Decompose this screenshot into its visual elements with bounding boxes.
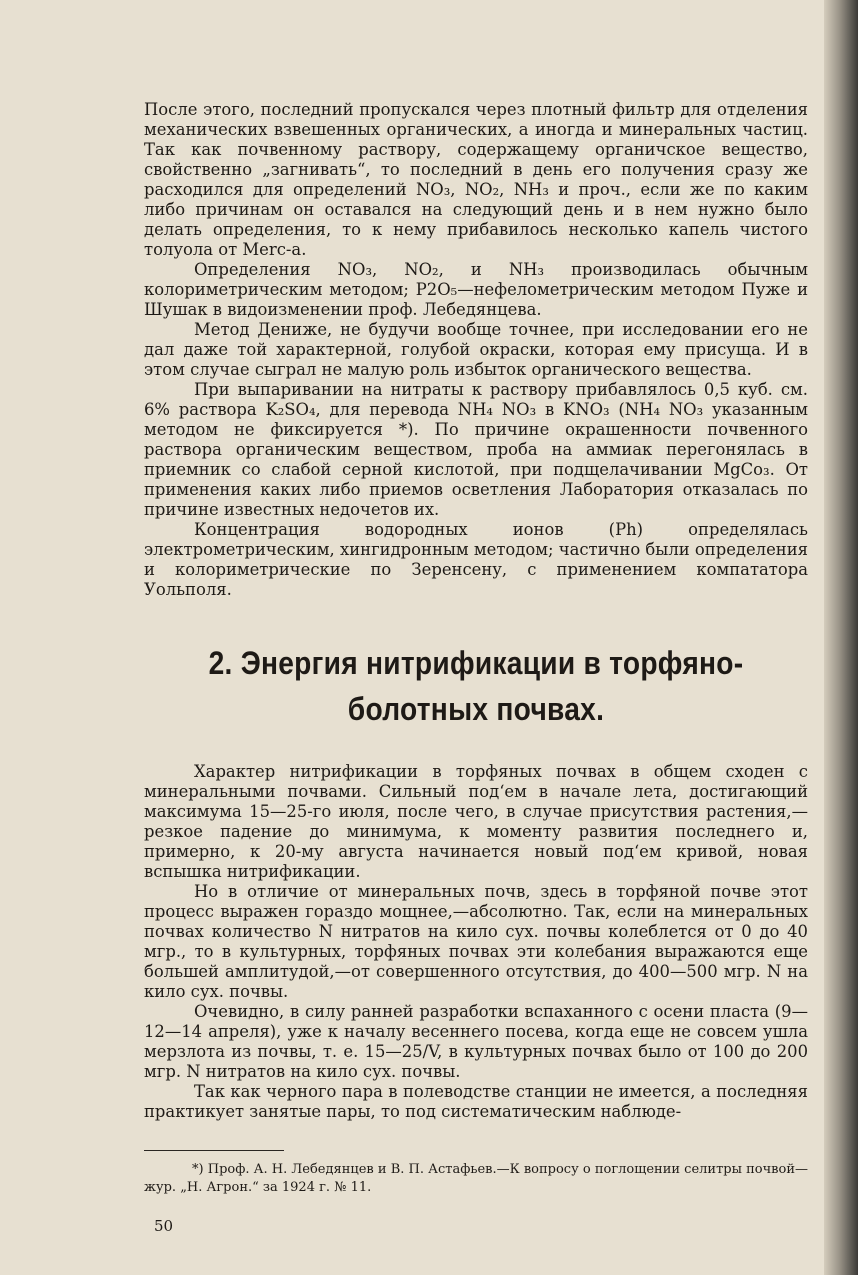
paragraph: Так как черного пара в полеводстве станции не имеется, а последняя практикует занятые пары, то под систематическим наблюде- — [144, 1082, 808, 1121]
section-heading-line-2: болотных почвах. — [347, 691, 605, 727]
section-heading-line-1: 2. Энергия нитрификации в торфяно- — [208, 645, 744, 681]
paragraph: Определения NO₃, NO₂, и NH₃ производилась обычным колориметрическим методом; P2O₅—нефелометрическим методом Пуже и Шушак в видоизменении проф. Лебедянцева. — [144, 260, 808, 319]
section-heading — [184, 640, 768, 732]
section-body — [144, 762, 808, 1122]
footnote-divider — [144, 1150, 284, 1151]
book-page — [144, 100, 808, 1235]
paragraph: Характер нитрификации в торфяных почвах в общем сходен с минеральными почвами. Сильный под‘ем в начале лета, достигающий максимума 15—25-го июля, после чего, в случае присутствия растения,—резкое падение до минимума, к моменту развития последнего и, примерно, к 20-му августа начинается новый под‘ем кривой, новая вспышка нитрификации. — [144, 762, 808, 881]
paragraph: Очевидно, в силу ранней разработки вспаханного с осени пласта (9—12—14 апреля), уже к началу весеннего посева, когда еще не совсем ушла мерзлота из почвы, т. е. 15—25/V, в культурных почвах было от 100 до 200 мгр. N нитратов на кило сух. почвы. — [144, 1002, 808, 1081]
paragraph: При выпаривании на нитраты к раствору прибавлялось 0,5 куб. см. 6% раствора K₂SO₄, для перевода NH₄ NO₃ в KNO₃ (NH₄ NO₃ указанным методом не фиксируется *). По причине окрашенности почвенного раствора органическим веществом, проба на аммиак перегонялась в приемник со слабой серной кислотой, при подщелачивании MgCo₃. От применения каких либо приемов осветления Лаборатория отказалась по причине известных недочетов их. — [144, 380, 808, 519]
paragraph: После этого, последний пропускался через плотный фильтр для отделения механических взвешенных органических, а иногда и минеральных частиц. Так как почвенному раствору, содержащему органичское вещество, свойственно „загнивать“, то последний в день его получения сразу же расходился для определений NO₃, NO₂, NH₃ и проч., если же по каким либо причинам он оставался на следующий день и в нем нужно было делать определения, то к нему прибавилось несколько капель чистого толуола от Merc-а. — [144, 100, 808, 259]
paragraph: Но в отличие от минеральных почв, здесь в торфяной почве этот процесс выражен гораздо мощнее,—абсолютно. Так, если на минеральных почвах количество N нитратов на кило сух. почвы колеблется от 0 до 40 мгр., то в культурных, торфяных почвах эти колебания выражаются еще большей амплитудой,—от совершенного отсутствия, до 400—500 мгр. N на кило сух. почвы. — [144, 882, 808, 1001]
footnote: *) Проф. А. Н. Лебедянцев и В. П. Астафьев.—К вопросу о поглощении селитры почвой—жур. „Н. Агрон.“ за 1924 г. № 11. — [144, 1162, 808, 1195]
paragraph: Концентрация водородных ионов (Ph) определялась электрометрическим, хингидронным методом; частично были определения и колориметрические по Зеренсену, с применением компататора Уольполя. — [144, 520, 808, 599]
page-edge-shadow — [824, 0, 858, 1275]
intro-section — [144, 100, 808, 600]
page-number: 50 — [154, 1217, 174, 1235]
paragraph: Метод Дениже, не будучи вообще точнее, при исследовании его не дал даже той характерной, голубой окраски, которая ему присуща. И в этом случае сыграл не малую роль избыток органического вещества. — [144, 320, 808, 379]
